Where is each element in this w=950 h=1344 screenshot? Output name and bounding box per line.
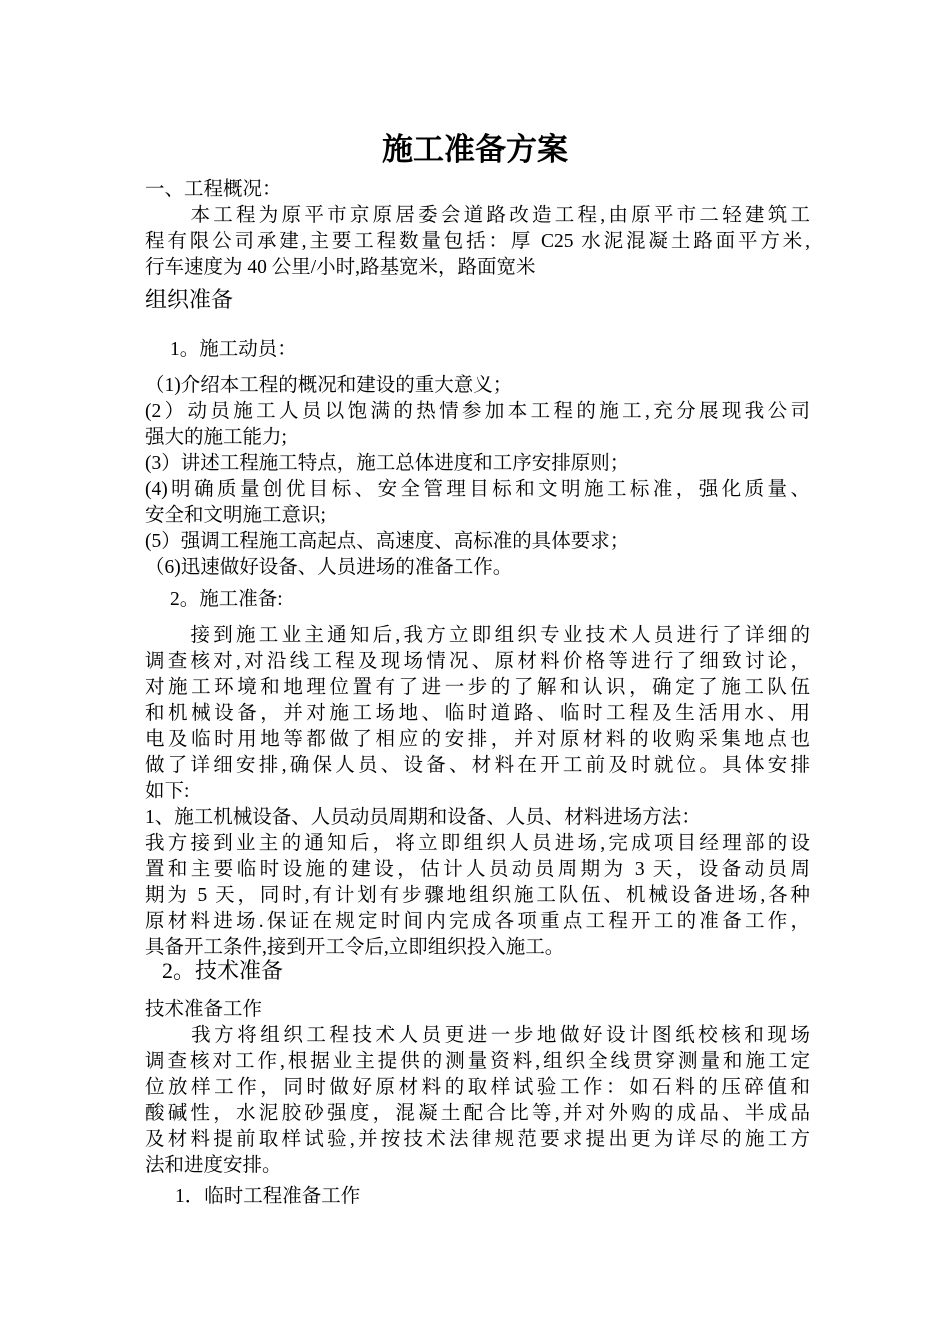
prep-line: 置和主要临时设施的建设，估计人员动员周期为 3 天，设备动员周 <box>145 859 810 880</box>
prep-line: 接到施工业主通知后,我方立即组织专业技术人员进行了详细的 <box>145 625 810 646</box>
tech-line: 调查核对工作,根据业主提供的测量资料,组织全线贯穿测量和施工定 <box>145 1051 810 1072</box>
prep-line: 调查核对,对沿线工程及现场情况、原材料价格等进行了细致讨论， <box>145 651 810 672</box>
prep-line: 期为 5 天，同时,有计划有步骤地组织施工队伍、机械设备进场,各种 <box>145 885 810 906</box>
tech-line: 及材料提前取样试验,并按技术法律规范要求提出更为详尽的施工方 <box>145 1129 810 1150</box>
tech-line: 位放样工作，同时做好原材料的取样试验工作：如石料的压碎值和 <box>145 1077 810 1098</box>
overview-line: 行车速度为 40 公里/小时,路基宽米，路面宽米 <box>145 257 536 278</box>
prep-line: 对施工环境和地理位置有了进一步的了解和认识，确定了施工队伍 <box>145 677 810 698</box>
tech-line: 酸碱性，水泥胶砂强度，混凝土配合比等,并对外购的成品、半成品 <box>145 1103 810 1124</box>
tech-sub-heading: 技术准备工作 <box>145 999 263 1020</box>
overview-line: 本工程为原平市京原居委会道路改造工程,由原平市二轻建筑工 <box>145 205 810 226</box>
mobilization-item: （6)迅速做好设备、人员进场的准备工作。 <box>145 557 513 578</box>
prep-line: 做了详细安排,确保人员、设备、材料在开工前及时就位。具体安排 <box>145 755 810 776</box>
tech-heading: 2。技术准备 <box>162 958 284 983</box>
mobilization-item: (2）动员施工人员以饱满的热情参加本工程的施工,充分展现我公司 <box>145 401 810 422</box>
mobilization-item: （1)介绍本工程的概况和建设的重大意义； <box>145 375 513 396</box>
mobilization-item: (4)明确质量创优目标、安全管理目标和文明施工标准，强化质量、 <box>145 479 810 500</box>
prep-heading: 2。施工准备: <box>170 589 283 610</box>
mobilization-heading: 1。施工动员： <box>170 339 297 360</box>
overview-line: 程有限公司承建,主要工程数量包括：厚 C25 水泥混凝土路面平方米, <box>145 231 810 252</box>
mobilization-item: (3）讲述工程施工特点，施工总体进度和工序安排原则； <box>145 453 630 474</box>
temp-heading: 1．临时工程准备工作 <box>175 1186 361 1207</box>
prep-line: 原材料进场.保证在规定时间内完成各项重点工程开工的准备工作， <box>145 911 810 932</box>
mobilization-item: 安全和文明施工意识; <box>145 505 326 526</box>
prep-line: 1、施工机械设备、人员动员周期和设备、人员、材料进场方法： <box>145 807 701 828</box>
mobilization-item: (5）强调工程施工高起点、高速度、高标准的具体要求； <box>145 531 630 552</box>
prep-line: 电及临时用地等都做了相应的安排，并对原材料的收购采集地点也 <box>145 729 810 750</box>
prep-line: 和机械设备，并对施工场地、临时道路、临时工程及生活用水、用 <box>145 703 810 724</box>
prep-line: 我方接到业主的通知后，将立即组织人员进场,完成项目经理部的设 <box>145 833 810 854</box>
overview-heading: 一、工程概况： <box>145 179 282 200</box>
prep-line: 具备开工条件,接到开工令后,立即组织投入施工。 <box>145 937 565 958</box>
tech-line: 我方将组织工程技术人员更进一步地做好设计图纸校核和现场 <box>145 1025 810 1046</box>
mobilization-item: 强大的施工能力; <box>145 427 287 448</box>
org-heading: 组织准备 <box>145 287 234 312</box>
document-title: 施工准备方案 <box>382 132 568 167</box>
prep-line: 如下: <box>145 781 190 802</box>
tech-line: 法和进度安排。 <box>145 1155 282 1176</box>
